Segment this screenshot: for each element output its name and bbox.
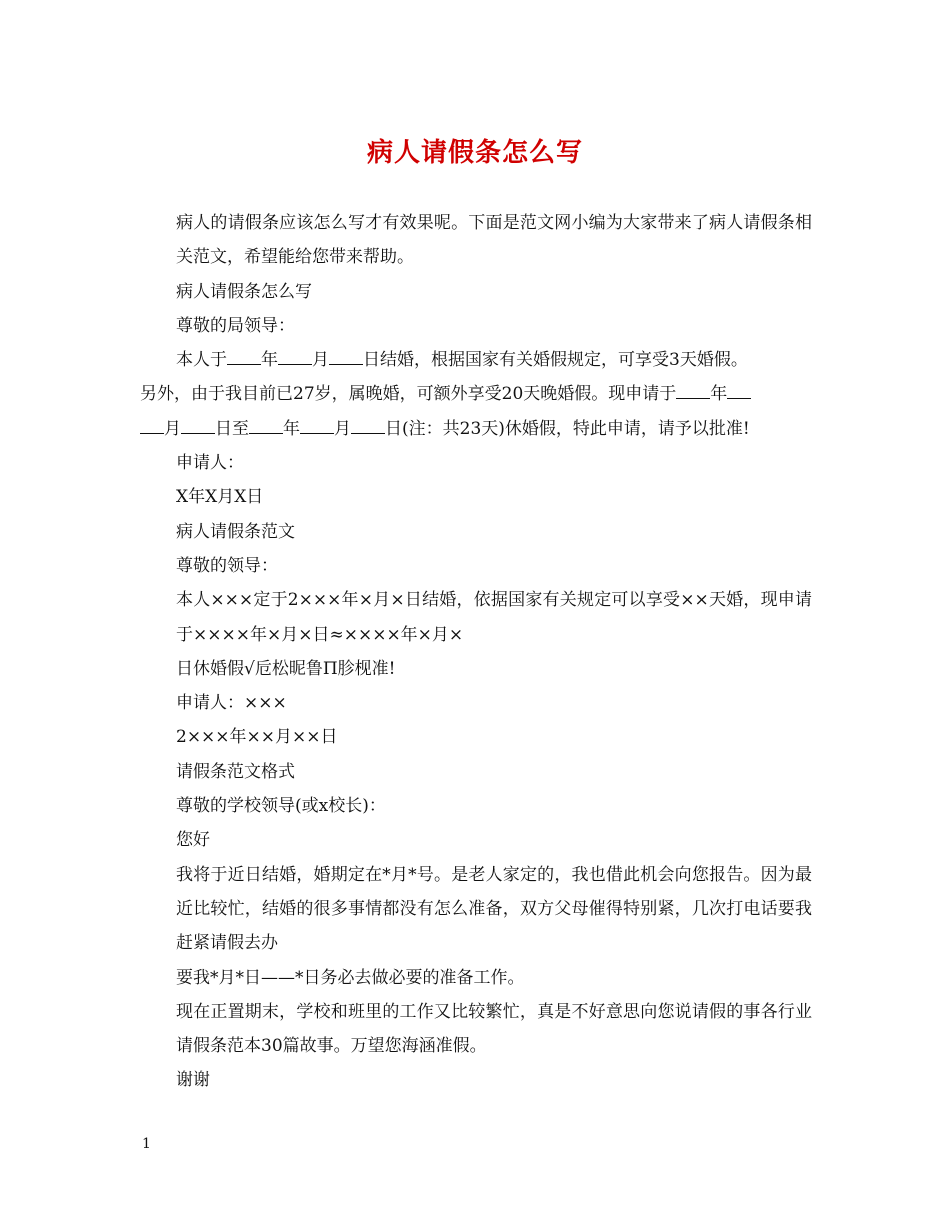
salutation: 尊敬的局领导： xyxy=(176,315,295,336)
greeting: 您好 xyxy=(176,830,210,851)
body-paragraph: 现在正置期末，学校和班里的工作又比较繁忙，真是不好意思向您说请假的事各行业请假条范本30篇故事。万望您海涵准假。 xyxy=(176,1001,812,1057)
blank-field xyxy=(181,415,215,434)
salutation: 尊敬的学校领导(或x校长)： xyxy=(176,796,386,817)
marriage-leave-line-1: 本人于 年 月 日结婚，根据国家有关婚假规定，可享受3天婚假。 xyxy=(140,343,812,377)
blank-field xyxy=(140,415,164,434)
blank-field xyxy=(227,346,261,365)
date-line: 2×××年××月××日 xyxy=(176,727,338,748)
applicant-label: 申请人：××× xyxy=(176,693,287,714)
marriage-leave-line-2: 另外，由于我目前已27岁，属晚婚，可额外享受20天晚婚假。现申请于 年 xyxy=(140,377,812,411)
blank-field xyxy=(249,415,283,434)
blank-field xyxy=(676,381,710,400)
marriage-leave-line-3: 月 日至 年 月 日(注：共23天)休婚假，特此申请，请予以批准! xyxy=(140,412,812,446)
date-line: X年X月X日 xyxy=(176,487,264,508)
salutation: 尊敬的领导： xyxy=(176,555,278,576)
blank-field xyxy=(329,346,363,365)
body-paragraph: 日休婚假√卮松昵鲁Π胗枧准! xyxy=(176,658,396,679)
closing: 谢谢 xyxy=(176,1070,210,1091)
body-paragraph: 本人×××定于2×××年×月×日结婚，依据国家有关规定可以享受××天婚，现申请于××××年×月×日≈××××年×月× xyxy=(176,590,812,645)
page-number: 1 xyxy=(142,1136,151,1152)
blank-field xyxy=(351,415,385,434)
section-heading: 请假条范文格式 xyxy=(176,761,295,782)
body-paragraph: 我将于近日结婚，婚期定在*月*号。是老人家定的，我也借此机会向您报告。因为最近比较忙，结婚的很多事情都没有怎么准备，双方父母催得特别紧，几次打电话要我赶紧请假去办 xyxy=(176,864,812,954)
blank-field xyxy=(278,346,312,365)
applicant-label: 申请人： xyxy=(176,453,244,474)
section-heading: 病人请假条怎么写 xyxy=(176,281,312,302)
section-heading: 病人请假条范文 xyxy=(176,521,295,542)
page-title: 病人请假条怎么写 xyxy=(366,138,583,168)
blank-field xyxy=(300,415,334,434)
document-body xyxy=(140,206,812,1098)
body-paragraph: 要我*月*日——*日务必去做必要的准备工作。 xyxy=(176,967,525,988)
blank-field xyxy=(727,381,751,400)
intro-paragraph: 病人的请假条应该怎么写才有效果呢。下面是范文网小编为大家带来了病人请假条相关范文，希望能给您带来帮助。 xyxy=(176,213,812,268)
